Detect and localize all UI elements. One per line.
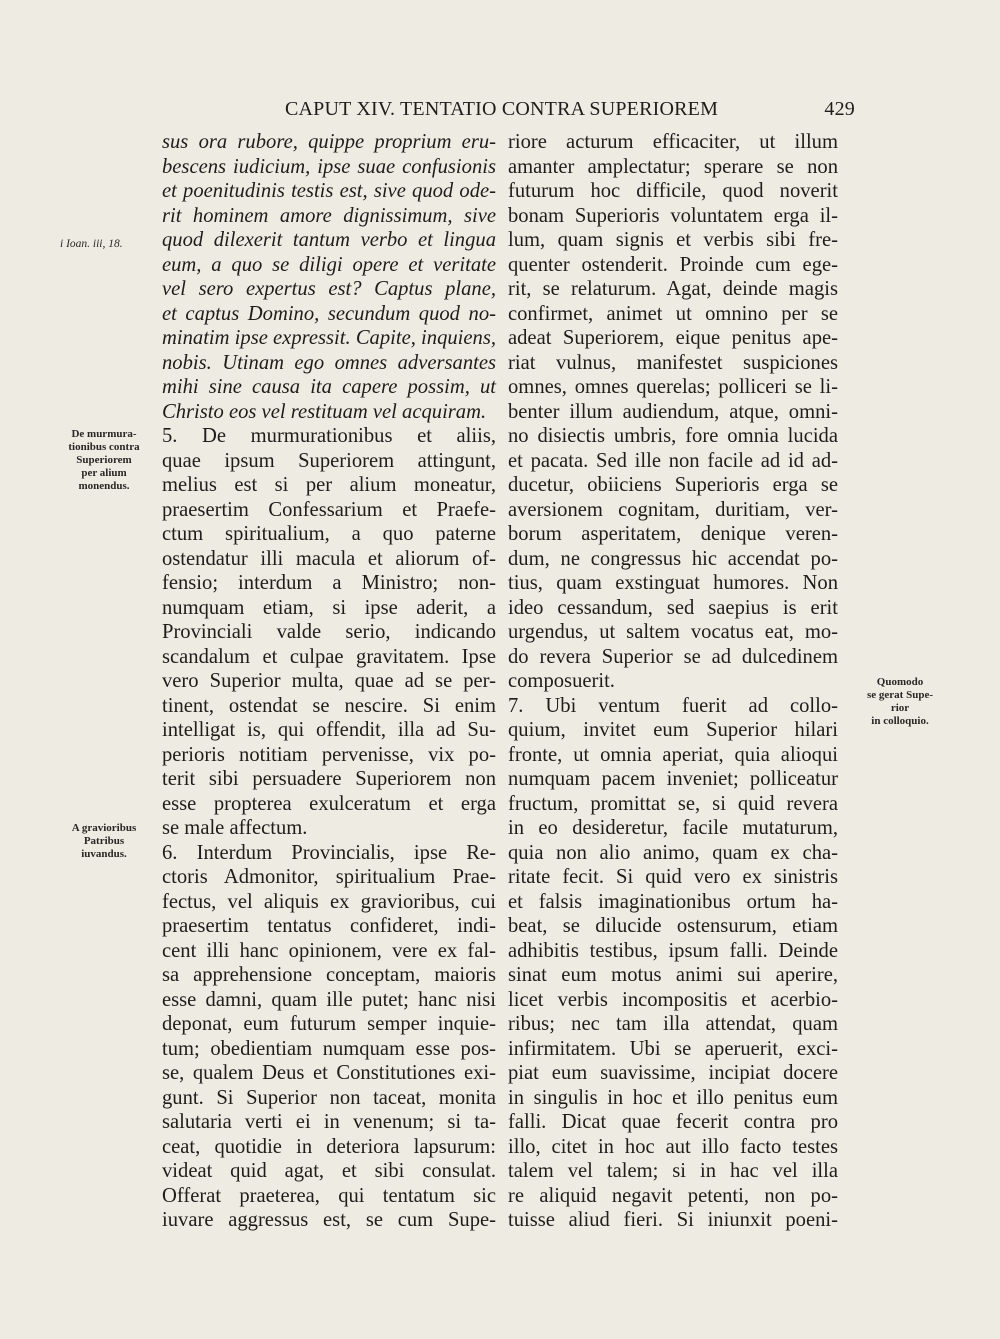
text-line: adhibitis testibus, ipsum falli. Deinde <box>508 939 838 962</box>
text-line: 5. De murmurationibus et aliis, <box>162 425 496 447</box>
text-line: in singulis in hoc et illo penitus eum <box>508 1086 838 1109</box>
text-line: do revera Superior se ad dulcedinem <box>508 645 838 668</box>
text-line: melius est si per alium moneatur, <box>162 474 496 496</box>
left-text-column <box>162 130 496 1233</box>
text-line: praesertim Confessarium et Praefe- <box>162 498 496 521</box>
text-line: intelligat is, qui offendit, illa ad Su- <box>162 719 496 741</box>
text-line: illo, citet in hoc aut illo facto testes <box>508 1135 838 1158</box>
text-line: Provinciali valde serio, indicando <box>162 621 496 643</box>
text-line: riat vulnus, manifestet suspiciones <box>508 351 838 374</box>
text-line: esse damni, quam ille putet; hanc nisi <box>162 988 496 1011</box>
text-line: quia non alio animo, quam ex cha- <box>508 841 838 864</box>
text-line: benter illum audiendum, atque, omni- <box>508 400 838 423</box>
page-number: 429 <box>824 98 855 120</box>
text-line: borum asperitatem, denique veren- <box>508 523 838 545</box>
text-line: ctoris Admonitor, spiritualium Prae- <box>162 866 496 888</box>
text-line: et poenitudinis testis est, sive quod ode- <box>162 180 496 202</box>
text-line: rit, se relaturum. Agat, deinde magis <box>508 278 838 300</box>
text-line: omnes, omnes querelas; polliceri se li- <box>508 376 838 398</box>
text-line: tinent, ostendat se nescire. Si enim <box>162 694 496 717</box>
text-line: ctum spiritualium, a quo paterne <box>162 523 496 545</box>
text-line: 6. Interdum Provincialis, ipse Re- <box>162 841 496 864</box>
text-line: re aliquid negavit petenti, non po- <box>508 1184 838 1207</box>
margin-note-line: Quomodo <box>876 676 924 688</box>
text-line: lum, quam signis et verbis sibi fre- <box>508 229 838 251</box>
text-line: riore acturum efficaciter, ut illum <box>508 131 838 153</box>
margin-note-line: rior <box>890 702 910 714</box>
text-line: numquam pacem inveniet; polliceatur <box>508 768 838 790</box>
text-line: adeat Superiorem, eique penitus ape- <box>508 327 838 349</box>
text-line: cent illi hanc opinionem, vere ex fal- <box>162 939 496 962</box>
text-line: tum; obedientiam numquam esse pos- <box>162 1037 496 1060</box>
text-line: beat, se dilucide ostensurum, etiam <box>508 915 838 937</box>
text-line: urgendus, ut saltem vocatus eat, mo- <box>508 621 838 643</box>
text-line: praesertim tentatus confideret, indi- <box>162 915 496 937</box>
text-line: quae ipsum Superiorem attingunt, <box>162 449 496 472</box>
text-line: vero Superior multa, quae ad se per- <box>162 670 496 692</box>
text-line: mihi sine causa ita capere possim, ut <box>162 376 496 398</box>
text-line: tuisse aliud fieri. Si iniunxit poeni- <box>508 1209 838 1231</box>
text-line: dum, ne congressus hic accendat po- <box>508 547 838 570</box>
running-title: CAPUT XIV. TENTATIO CONTRA SUPERIOREM <box>285 98 719 120</box>
text-line: terit sibi persuadere Superiorem non <box>162 768 496 790</box>
text-line: tius, quam exstinguat humores. Non <box>508 572 838 594</box>
margin-note-line: monendus. <box>78 480 130 492</box>
text-line: confirmet, animet ut omnino per se <box>508 302 838 325</box>
text-line: bescens iudicium, ipse suae confusionis <box>162 155 496 178</box>
text-line: rit hominem amore dignissimum, sive <box>162 204 496 227</box>
text-line: infirmitatem. Ubi se aperuerit, exci- <box>508 1037 838 1060</box>
text-line: et pacata. Sed ille non facile ad id ad- <box>508 449 838 472</box>
running-header <box>285 98 855 128</box>
text-line: sus ora rubore, quippe proprium eru- <box>162 131 496 153</box>
margin-note-line: per alium <box>81 467 127 479</box>
text-line: perioris notitiam pervenisse, vix po- <box>162 743 496 766</box>
text-line: piat eum suavissime, incipiat docere <box>508 1062 838 1084</box>
text-line: minatim ipse expressit. Capite, inquiens, <box>162 327 496 349</box>
text-line: fronte, ut omnia aperiat, quia alioqui <box>508 743 838 766</box>
text-line: amanter amplectatur; sperare se non <box>508 155 838 178</box>
margin-scripture-reference: i Ioan. iii, 18. <box>60 238 123 250</box>
text-line: vel sero expertus est? Captus plane, <box>162 278 496 300</box>
text-line: nobis. Utinam ego omnes adversantes <box>162 351 496 374</box>
text-line: sinat eum motus animi sui aperire, <box>508 964 838 986</box>
text-line: salutaria verti ei in venenum; si ta- <box>162 1111 496 1133</box>
margin-note-line: in colloquio. <box>871 715 929 727</box>
text-line: bonam Superioris voluntatem erga il- <box>508 204 838 227</box>
margin-note-line: se gerat Supe- <box>867 689 933 701</box>
text-line: se, qualem Deus et Constitutiones exi- <box>162 1062 496 1084</box>
margin-note-line: Superiorem <box>76 454 132 466</box>
right-text-column <box>508 130 838 1233</box>
margin-note-line: A gravioribus <box>71 822 137 834</box>
text-line: quenter ostenderit. Proinde cum ege- <box>508 253 838 276</box>
margin-note-line: Patribus <box>83 835 125 847</box>
text-line: ritate fecit. Si quid vero ex sinistris <box>508 866 838 888</box>
text-line: ducetur, obiiciens Superioris erga se <box>508 474 838 496</box>
margin-note-gravioribus <box>55 822 153 861</box>
margin-note-line: tionibus contra <box>68 441 140 453</box>
text-line: Christo eos vel restituam vel acquiram. <box>162 400 487 423</box>
text-line: no disiectis umbris, fore omnia lucida <box>508 425 838 447</box>
text-line: futurum hoc difficile, quod noverit <box>508 180 838 202</box>
text-line: ostendatur illi macula et aliorum of- <box>162 547 496 570</box>
margin-note-murmurations <box>55 428 153 493</box>
margin-note-line: De murmura- <box>71 428 137 440</box>
text-line: eum, a quo se diligi opere et veritate <box>162 253 496 276</box>
text-line: ribus; nec tam illa attendat, quam <box>508 1013 838 1035</box>
text-line: deponat, eum futurum semper inquie- <box>162 1013 496 1035</box>
text-line: composuerit. <box>508 670 615 692</box>
margin-note-line: iuvandus. <box>81 848 127 860</box>
text-line: fectus, vel aliquis ex gravioribus, cui <box>162 890 496 913</box>
text-line: falli. Dicat quae fecerit contra pro <box>508 1111 838 1133</box>
text-line: quium, invitet eum Superior hilari <box>508 719 838 741</box>
text-line: scandalum et culpae gravitatem. Ipse <box>162 645 496 668</box>
text-line: gunt. Si Superior non taceat, monita <box>162 1086 496 1109</box>
text-line: et captus Domino, secundum quod no- <box>162 302 496 325</box>
text-line: in eo desideretur, facile mutaturum, <box>508 817 838 839</box>
text-line: ideo cessandum, sed saepius is erit <box>508 596 838 619</box>
text-line: 7. Ubi ventum fuerit ad collo- <box>508 694 838 717</box>
text-line: iuvare aggressus est, se cum Supe- <box>162 1209 496 1231</box>
text-line: talem vel talem; si in hac vel illa <box>508 1160 838 1182</box>
text-line: esse propterea exulceratum et erga <box>162 792 496 815</box>
text-line: se male affectum. <box>162 817 308 839</box>
text-line: numquam etiam, si ipse aderit, a <box>162 596 496 619</box>
text-line: Offerat praeterea, qui tentatum sic <box>162 1184 496 1207</box>
text-line: licet verbis incompositis et acerbio- <box>508 988 838 1011</box>
text-line: et falsis imaginationibus ortum ha- <box>508 890 838 913</box>
text-line: sa apprehensione conceptam, maioris <box>162 964 496 986</box>
text-line: videat quid agat, et sibi consulat. <box>162 1160 496 1182</box>
text-line: aversionem cognitam, duritiam, ver- <box>508 498 838 521</box>
text-line: quod dilexerit tantum verbo et lingua <box>162 229 496 251</box>
text-line: ceat, quotidie in deteriora lapsurum: <box>162 1135 496 1158</box>
text-line: fructum, promittat se, si quid revera <box>508 792 838 815</box>
margin-note-quomodo <box>850 676 950 728</box>
text-line: fensio; interdum a Ministro; non- <box>162 572 496 594</box>
